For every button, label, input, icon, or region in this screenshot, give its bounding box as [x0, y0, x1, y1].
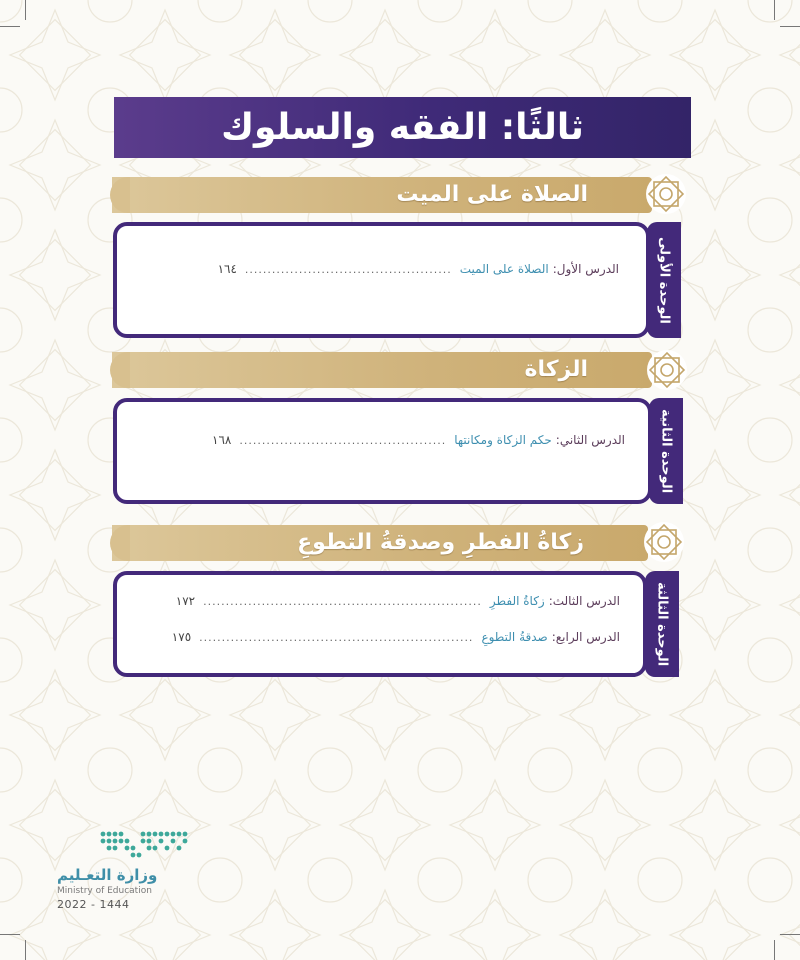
lesson-row[interactable]	[212, 433, 625, 447]
lesson-label: الدرس الثالث:	[548, 594, 620, 608]
lesson-label: الدرس الرابع:	[551, 630, 620, 644]
page-number: ١٦٤	[217, 262, 237, 276]
leader-dots: ..............................................	[239, 433, 447, 447]
flower-ornament-icon	[645, 173, 687, 215]
lesson-name: الصلاة على الميت	[459, 262, 549, 276]
crop-mark	[25, 0, 26, 20]
unit-tab-2	[649, 398, 683, 504]
lesson-name: حكم الزكاة ومكانتها	[454, 433, 552, 447]
unit-tab-label: الوحدة الأولى	[656, 236, 672, 324]
section-title-bar	[114, 97, 691, 158]
unit-banner-1	[112, 177, 652, 213]
lesson-row[interactable]	[172, 630, 620, 644]
unit-banner-3	[112, 525, 648, 561]
unit-banner-2	[112, 352, 652, 388]
unit-box-1	[113, 222, 650, 338]
unit-tab-1	[647, 222, 681, 338]
crop-mark	[25, 940, 26, 960]
unit-box-2	[113, 398, 652, 504]
crop-mark	[0, 934, 20, 935]
ministry-name-ar: وزارة التعـليم	[57, 866, 158, 884]
flower-ornament-icon	[646, 349, 688, 391]
unit-banner-title: الصلاة على الميت	[396, 182, 588, 207]
lesson-row[interactable]	[176, 594, 620, 608]
unit-banner-title: زكاةُ الفطرِ وصدقةُ التطوعِ	[297, 530, 584, 555]
lesson-label: الدرس الأول:	[552, 262, 619, 276]
crop-mark	[774, 0, 775, 20]
lesson-name: صدقةُ التطوعِ	[481, 630, 548, 644]
lesson-label: الدرس الثاني:	[555, 433, 625, 447]
crop-mark	[0, 26, 20, 27]
lesson-name: زكاةُ الفطرِ	[489, 594, 545, 608]
ministry-logo-icon	[57, 828, 197, 862]
unit-banner-title: الزكاة	[524, 357, 588, 382]
crop-mark	[780, 26, 800, 27]
lesson-row[interactable]	[218, 262, 619, 276]
page-number: ١٦٨	[212, 433, 232, 447]
leader-dots: ..............................................	[244, 262, 452, 276]
crop-mark	[774, 940, 775, 960]
section-title: ثالثًا: الفقه والسلوك	[221, 107, 584, 148]
edition-year: 2022 - 1444	[57, 898, 130, 911]
page-number: ١٧٥	[171, 630, 192, 644]
leader-dots: ..............................................................	[203, 594, 482, 608]
unit-tab-3	[645, 571, 679, 677]
unit-box-3	[113, 571, 647, 677]
page-number: ١٧٢	[175, 594, 196, 608]
unit-tab-label: الوحدة الثالثة	[654, 581, 670, 667]
leader-dots: .............................................................	[199, 630, 474, 644]
flower-ornament-icon	[643, 521, 685, 563]
ministry-logo-block	[57, 828, 197, 911]
crop-mark	[780, 934, 800, 935]
ministry-name-en: Ministry of Education	[57, 886, 152, 896]
unit-tab-label: الوحدة الثانية	[658, 408, 674, 494]
